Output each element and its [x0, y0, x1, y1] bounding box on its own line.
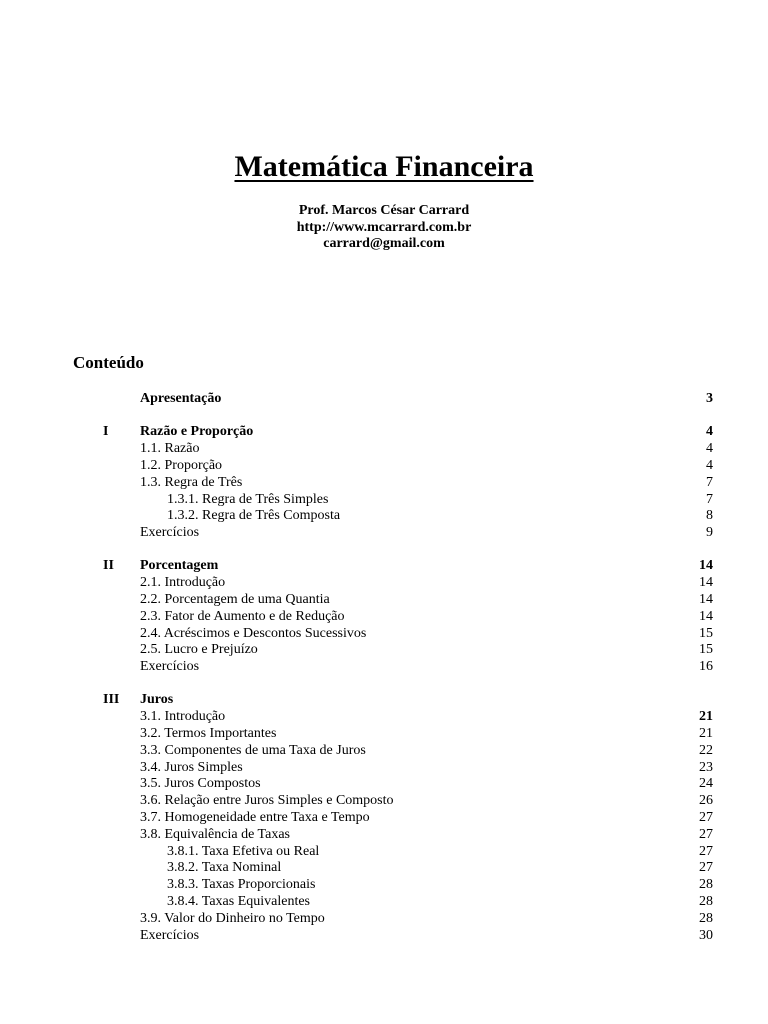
toc-entry-label: 2.5. Lucro e Prejuízo — [140, 642, 258, 657]
author-website: http://www.mcarrard.com.br — [296, 219, 472, 235]
toc-entry-label: 3.5. Juros Compostos — [140, 776, 261, 791]
toc-entry — [0, 927, 768, 944]
toc-entry — [0, 574, 768, 591]
toc-entry-page-number: 23 — [699, 760, 713, 775]
toc-entry-label: 3.8. Equivalência de Taxas — [140, 827, 290, 842]
toc-entry — [0, 691, 768, 708]
toc-entry — [0, 524, 768, 541]
toc-entry — [0, 457, 768, 474]
toc-entry-page-number: 14 — [699, 609, 713, 624]
toc-entry — [0, 876, 768, 893]
toc-entry-page-number: 16 — [699, 659, 713, 674]
toc-entry-label: 1.2. Proporção — [140, 458, 223, 473]
toc-entry-page-number: 27 — [699, 844, 713, 859]
toc-entry — [0, 390, 768, 407]
toc-entry-label: 1.3. Regra de Três — [140, 475, 243, 490]
toc-entry-label: Exercícios — [140, 659, 200, 674]
toc-entry-label: 3.8.4. Taxas Equivalentes — [167, 894, 311, 909]
author-name: Prof. Marcos César Carrard — [298, 203, 470, 218]
toc-entry — [0, 423, 768, 440]
toc-entry-label: 3.8.2. Taxa Nominal — [167, 860, 282, 875]
toc-entry-page-number: 28 — [699, 894, 713, 909]
toc-entry-label: Razão e Proporção — [140, 424, 254, 439]
toc-entry-page-number: 4 — [706, 441, 713, 456]
toc-entry — [0, 641, 768, 658]
toc-entry-label: Juros — [140, 692, 174, 707]
toc-entry — [0, 809, 768, 826]
toc-entry — [0, 557, 768, 574]
toc-entry — [0, 843, 768, 860]
toc-entry-label: Exercícios — [140, 928, 200, 943]
toc-entry-chapter-number: III — [103, 692, 120, 707]
toc-entry-page-number: 27 — [699, 827, 713, 842]
toc-entry-label: 1.1. Razão — [140, 441, 200, 456]
toc-entry — [0, 440, 768, 457]
toc-entry — [0, 826, 768, 843]
toc-entry-chapter-number: I — [103, 424, 109, 439]
toc-entry-page-number: 30 — [699, 928, 713, 943]
toc-entry-page-number: 3 — [706, 391, 713, 406]
toc-entry — [0, 859, 768, 876]
toc-entry — [0, 792, 768, 809]
toc-entry — [0, 625, 768, 642]
toc-entry — [0, 725, 768, 742]
toc-entry-label: 3.9. Valor do Dinheiro no Tempo — [140, 911, 325, 926]
toc-entry-page-number: 8 — [706, 508, 713, 523]
toc-entry-label: 3.4. Juros Simples — [140, 760, 243, 775]
toc-entry — [0, 759, 768, 776]
toc-entry — [0, 775, 768, 792]
document-title-text: Matemática Financeira — [234, 150, 534, 183]
toc-entry-page-number: 27 — [699, 860, 713, 875]
toc-entry-page-number: 14 — [699, 592, 713, 607]
toc-entry-page-number: 15 — [699, 642, 713, 657]
toc-entry-label: 3.8.3. Taxas Proporcionais — [167, 877, 316, 892]
toc-entry-label: Porcentagem — [140, 558, 219, 573]
toc-entry-label: 3.6. Relação entre Juros Simples e Composto — [140, 793, 394, 808]
toc-entry-label: 3.8.1. Taxa Efetiva ou Real — [167, 844, 320, 859]
toc-entry-page-number: 22 — [699, 743, 713, 758]
toc-entry — [0, 591, 768, 608]
toc-entry-chapter-number: II — [103, 558, 114, 573]
toc-entry-page-number: 14 — [699, 558, 713, 573]
toc-entry — [0, 893, 768, 910]
toc-entry-page-number: 7 — [706, 475, 713, 490]
toc-entry-label: 3.7. Homogeneidade entre Taxa e Tempo — [140, 810, 370, 825]
toc-entry — [0, 658, 768, 675]
toc-entry — [0, 507, 768, 524]
toc-entry-label: 3.2. Termos Importantes — [140, 726, 277, 741]
toc-entry-label: 3.1. Introdução — [140, 709, 226, 724]
toc-entry-page-number: 27 — [699, 810, 713, 825]
toc-entry-label: 3.3. Componentes de uma Taxa de Juros — [140, 743, 366, 758]
toc-entry-label: 2.3. Fator de Aumento e de Redução — [140, 609, 345, 624]
toc-entry-page-number: 26 — [699, 793, 713, 808]
toc-entry-label: 1.3.2. Regra de Três Composta — [167, 508, 341, 523]
toc-entry-page-number: 21 — [699, 726, 713, 741]
toc-entry-label: 1.3.1. Regra de Três Simples — [167, 492, 329, 507]
toc-heading: Conteúdo — [73, 353, 144, 372]
toc-entry — [0, 708, 768, 725]
toc-entry-page-number: 4 — [706, 458, 713, 473]
author-email: carrard@gmail.com — [323, 236, 445, 251]
toc-entry — [0, 474, 768, 491]
toc-entry — [0, 910, 768, 927]
toc-entry-page-number: 4 — [706, 424, 713, 439]
toc-entry — [0, 742, 768, 759]
toc-entry — [0, 491, 768, 508]
toc-entry — [0, 608, 768, 625]
toc-entry-page-number: 24 — [699, 776, 713, 791]
toc-entry-page-number: 7 — [706, 492, 713, 507]
toc-entry-page-number: 28 — [699, 911, 713, 926]
toc-entry-label: 2.1. Introdução — [140, 575, 226, 590]
toc-entry-label: Apresentação — [140, 391, 222, 406]
toc-entry-label: Exercícios — [140, 525, 200, 540]
toc-entry-page-number: 21 — [699, 709, 713, 724]
toc-entry-label: 2.4. Acréscimos e Descontos Sucessivos — [140, 626, 367, 641]
toc-entry-page-number: 28 — [699, 877, 713, 892]
toc-entry-page-number: 9 — [706, 525, 713, 540]
toc-entry-label: 2.2. Porcentagem de uma Quantia — [140, 592, 330, 607]
toc-entry-page-number: 15 — [699, 626, 713, 641]
toc-entry-page-number: 14 — [699, 575, 713, 590]
